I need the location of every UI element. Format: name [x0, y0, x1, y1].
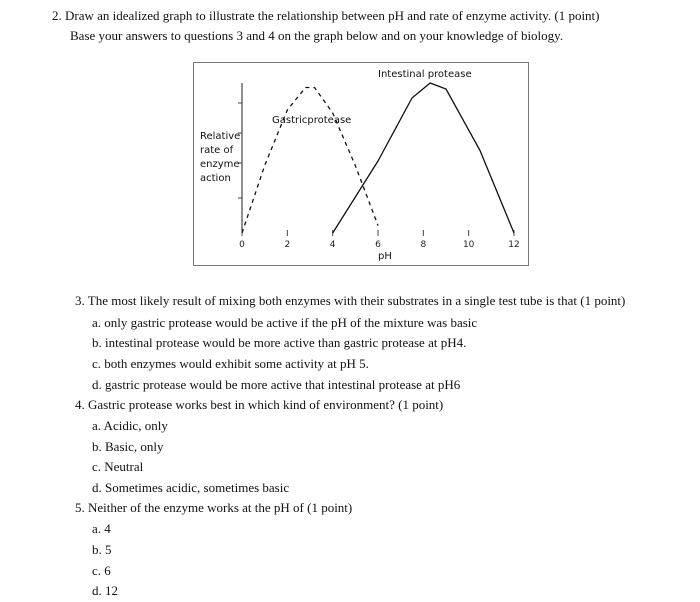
- chart-plot: [194, 63, 528, 265]
- y-axis-label-1: Relative: [200, 131, 241, 142]
- x-axis-label: pH: [378, 251, 392, 262]
- series-label-gastric: Gastricprotease: [272, 115, 352, 126]
- q3-option-b: b. intestinal protease would be more active than gastric protease at pH4.: [92, 335, 467, 350]
- q2-instructions: Base your answers to questions 3 and 4 on the graph below and on your knowledge of biology.: [70, 28, 564, 43]
- q4-stem: 4. Gastric protease works best in which kind of environment? (1 point): [75, 397, 444, 412]
- q4-option-a: a. Acidic, only: [92, 418, 168, 433]
- q3-option-c: c. both enzymes would exhibit some activity at pH 5.: [92, 356, 369, 371]
- q2-prompt: 2. Draw an idealized graph to illustrate the relationship between pH and rate of enzyme activity. (1 point): [52, 8, 600, 23]
- series-label-intestinal: Intestinal protease: [378, 69, 472, 80]
- series-line-gastric-protease: [242, 88, 378, 234]
- y-axis-label-3: enzyme: [200, 159, 240, 170]
- y-axis-label-2: rate of: [200, 145, 234, 156]
- x-tick-label-0: 0: [239, 240, 245, 250]
- q3-option-d: d. gastric protease would be more active that intestinal protease at pH6: [92, 377, 461, 392]
- q4-option-b: b. Basic, only: [92, 439, 164, 454]
- q4-option-d: d. Sometimes acidic, sometimes basic: [92, 480, 290, 495]
- q3-stem: 3. The most likely result of mixing both enzymes with their substrates in a single test tube is that (1 point): [75, 293, 626, 308]
- enzyme-activity-graph: [193, 62, 529, 266]
- q5-option-a: a. 4: [92, 521, 111, 536]
- x-tick-label-6: 6: [375, 240, 381, 250]
- q5-stem: 5. Neither of the enzyme works at the pH of (1 point): [75, 500, 353, 515]
- x-tick-label-8: 8: [420, 240, 427, 250]
- q5-option-d: d. 12: [92, 583, 118, 598]
- x-tick-label-2: 2: [284, 240, 291, 250]
- series-line-intestinal-protease: [333, 83, 514, 233]
- x-tick-label-10: 10: [462, 240, 475, 250]
- x-tick-label-12: 12: [508, 240, 520, 250]
- y-axis-label-4: action: [200, 173, 231, 184]
- q5-option-c: c. 6: [92, 563, 111, 578]
- x-tick-label-4: 4: [329, 240, 336, 250]
- q4-option-c: c. Neutral: [92, 459, 144, 474]
- q5-option-b: b. 5: [92, 542, 112, 557]
- q3-option-a: a. only gastric protease would be active if the pH of the mixture was basic: [92, 315, 478, 330]
